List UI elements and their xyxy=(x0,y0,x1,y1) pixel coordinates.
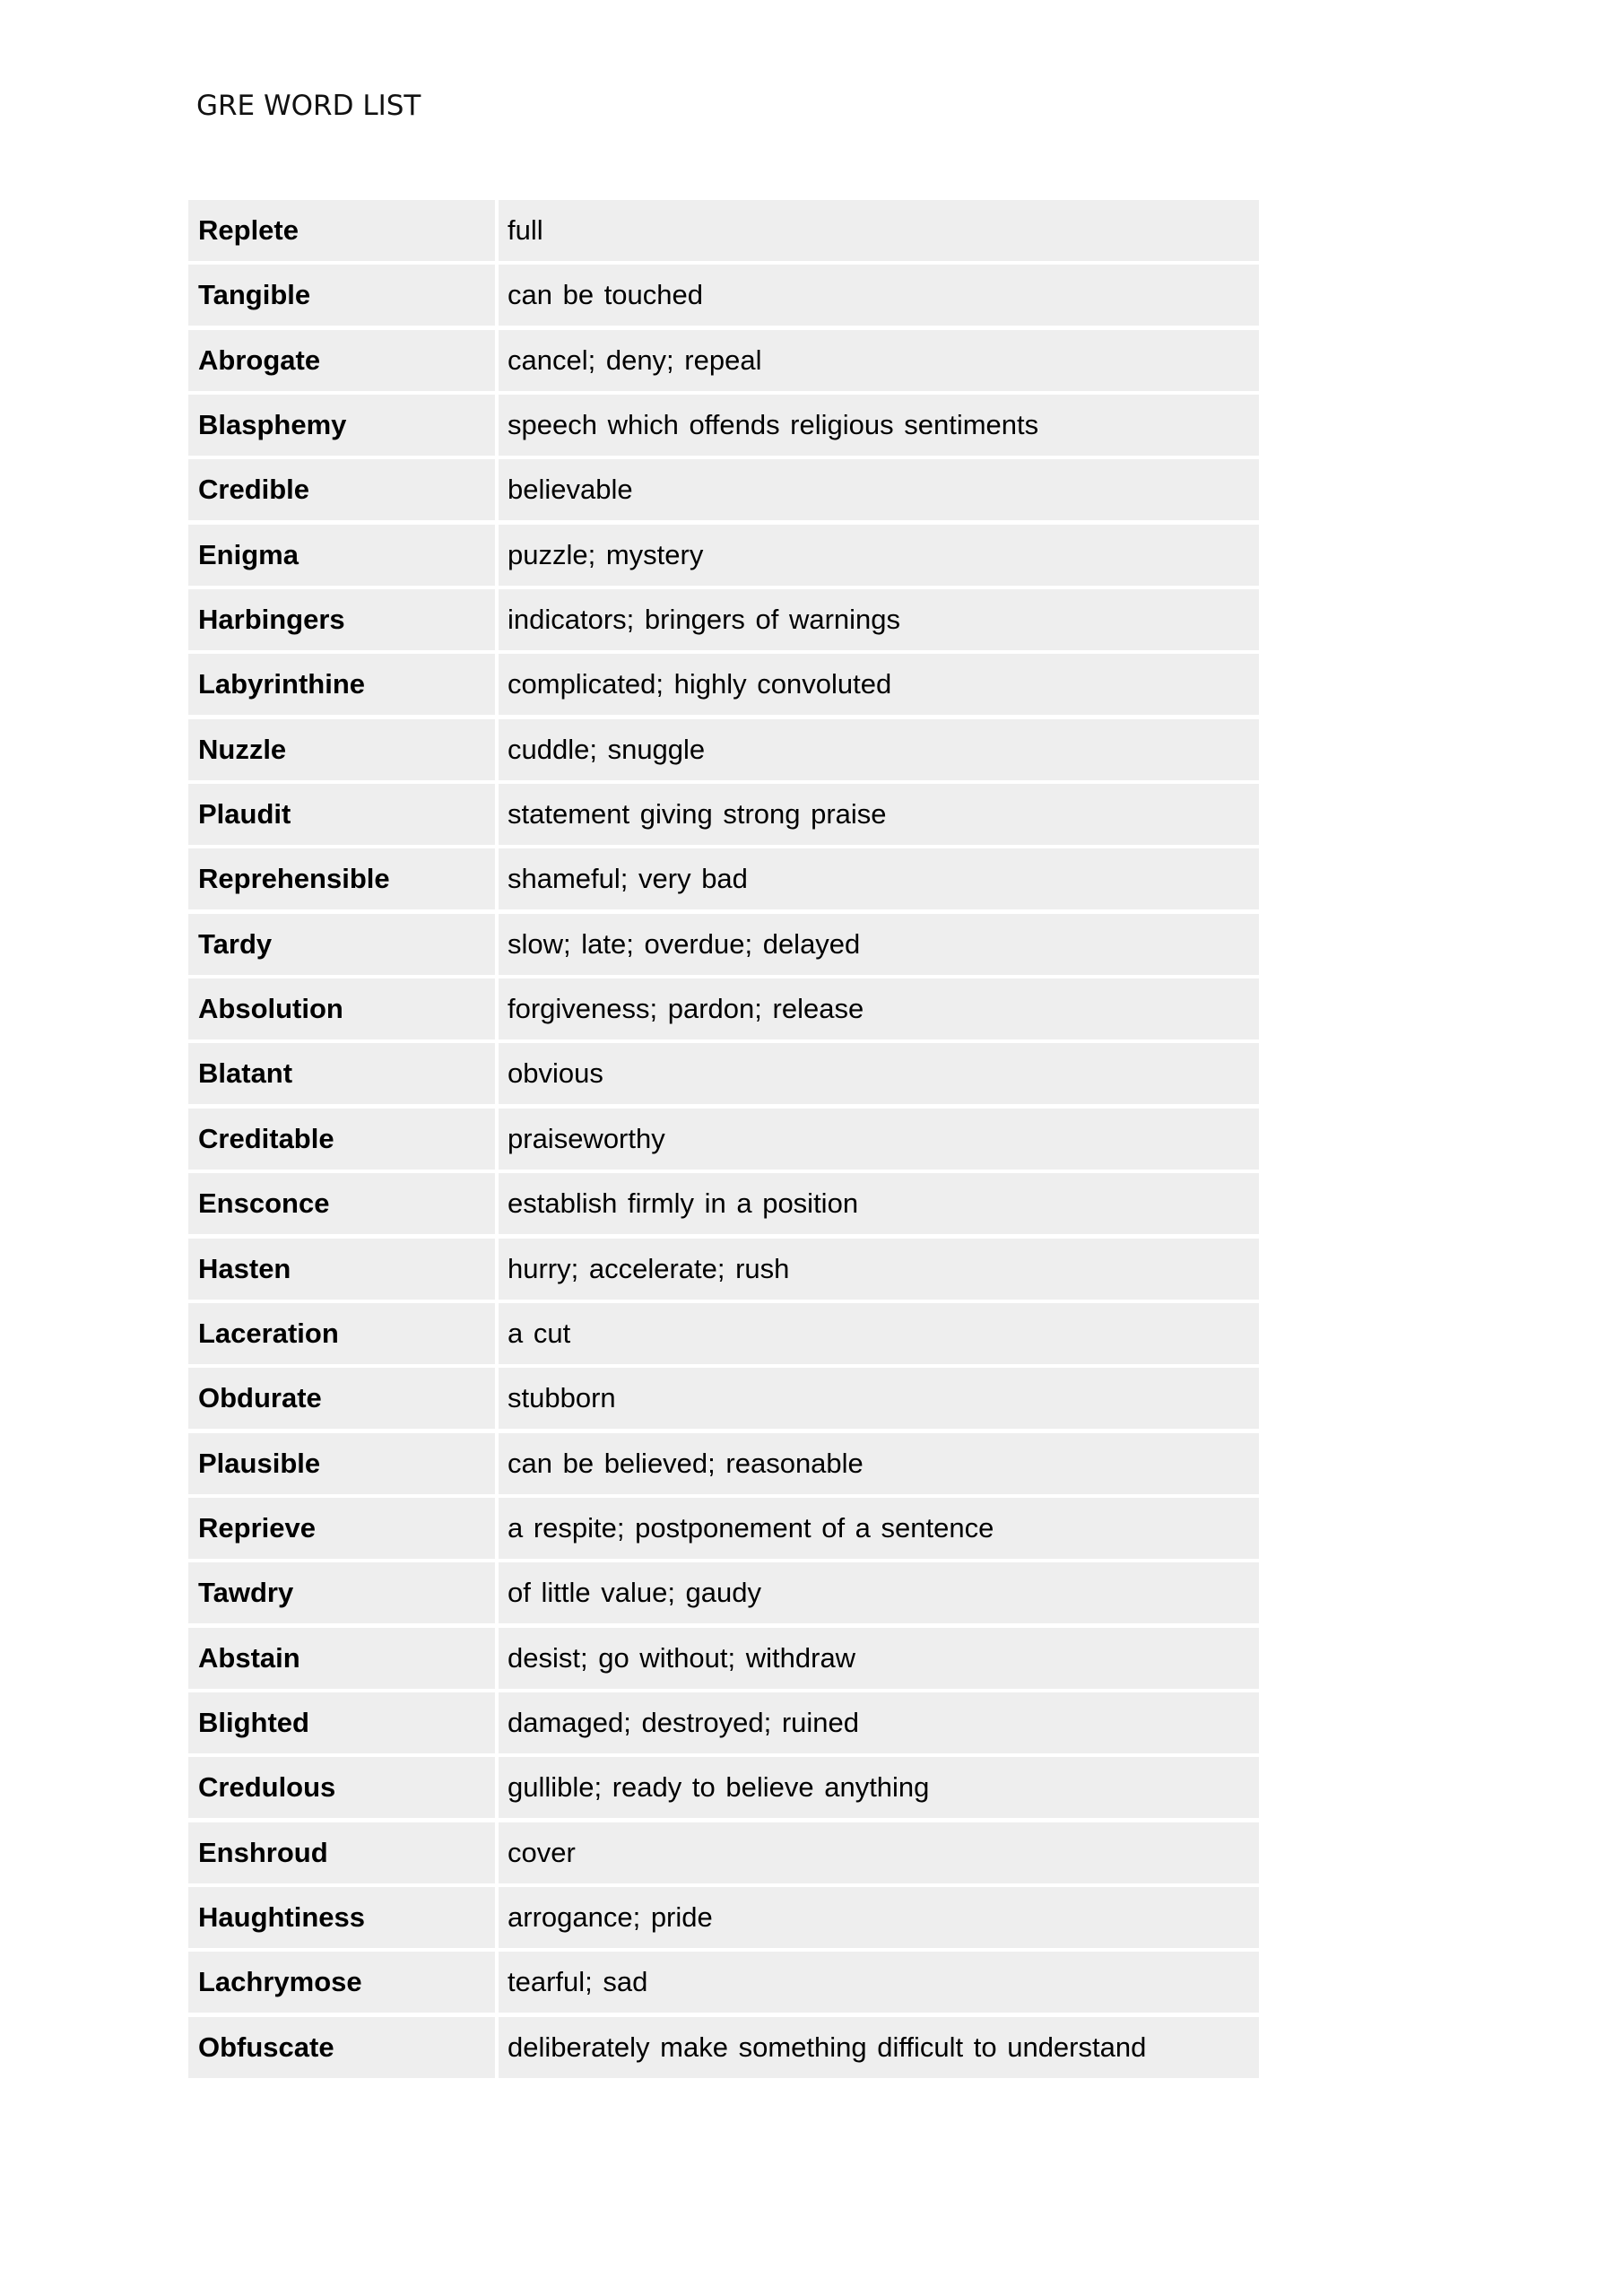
definition-cell: full xyxy=(499,200,1259,261)
table-row xyxy=(188,589,1259,650)
word-cell: Credible xyxy=(188,459,495,520)
word-cell: Reprieve xyxy=(188,1498,495,1559)
word-cell: Labyrinthine xyxy=(188,654,495,715)
word-cell: Enshroud xyxy=(188,1822,495,1883)
word-cell: Tawdry xyxy=(188,1562,495,1623)
word-cell: Credulous xyxy=(188,1757,495,1818)
table-row xyxy=(188,1498,1259,1559)
definition-cell: damaged; destroyed; ruined xyxy=(499,1692,1259,1753)
definition-cell: a respite; postponement of a sentence xyxy=(499,1498,1259,1559)
table-row xyxy=(188,654,1259,715)
definition-cell: can be believed; reasonable xyxy=(499,1433,1259,1494)
table-row xyxy=(188,200,1259,261)
definition-cell: gullible; ready to believe anything xyxy=(499,1757,1259,1818)
definition-cell: complicated; highly convoluted xyxy=(499,654,1259,715)
word-cell: Ensconce xyxy=(188,1173,495,1234)
word-cell: Blasphemy xyxy=(188,395,495,456)
definition-cell: tearful; sad xyxy=(499,1952,1259,2013)
definition-cell: shameful; very bad xyxy=(499,848,1259,909)
table-row xyxy=(188,1887,1259,1948)
word-cell: Enigma xyxy=(188,525,495,586)
word-cell: Tangible xyxy=(188,265,495,326)
table-row xyxy=(188,914,1259,975)
definition-cell: slow; late; overdue; delayed xyxy=(499,914,1259,975)
definition-cell: cuddle; snuggle xyxy=(499,719,1259,780)
word-cell: Replete xyxy=(188,200,495,261)
table-row xyxy=(188,1822,1259,1883)
table-row xyxy=(188,265,1259,326)
word-cell: Blatant xyxy=(188,1043,495,1104)
table-row xyxy=(188,719,1259,780)
table-row xyxy=(188,1952,1259,2013)
table-row xyxy=(188,978,1259,1039)
table-row xyxy=(188,1239,1259,1300)
definition-cell: deliberately make something difficult to understand xyxy=(499,2017,1259,2078)
word-cell: Blighted xyxy=(188,1692,495,1753)
definition-cell: praiseworthy xyxy=(499,1109,1259,1170)
definition-cell: cover xyxy=(499,1822,1259,1883)
table-row xyxy=(188,1109,1259,1170)
word-cell: Harbingers xyxy=(188,589,495,650)
table-row xyxy=(188,784,1259,845)
word-cell: Hasten xyxy=(188,1239,495,1300)
definition-cell: hurry; accelerate; rush xyxy=(499,1239,1259,1300)
definition-cell: establish firmly in a position xyxy=(499,1173,1259,1234)
definition-cell: speech which offends religious sentiments xyxy=(499,395,1259,456)
word-cell: Abstain xyxy=(188,1628,495,1689)
definition-cell: obvious xyxy=(499,1043,1259,1104)
word-cell: Obdurate xyxy=(188,1368,495,1429)
definition-cell: statement giving strong praise xyxy=(499,784,1259,845)
definition-cell: can be touched xyxy=(499,265,1259,326)
word-cell: Abrogate xyxy=(188,330,495,391)
page-title: GRE WORD LIST xyxy=(196,90,421,122)
table-row xyxy=(188,2017,1259,2078)
definition-cell: stubborn xyxy=(499,1368,1259,1429)
word-cell: Absolution xyxy=(188,978,495,1039)
word-cell: Reprehensible xyxy=(188,848,495,909)
word-cell: Haughtiness xyxy=(188,1887,495,1948)
definition-cell: cancel; deny; repeal xyxy=(499,330,1259,391)
word-cell: Lachrymose xyxy=(188,1952,495,2013)
table-row xyxy=(188,1173,1259,1234)
table-row xyxy=(188,1628,1259,1689)
definition-cell: forgiveness; pardon; release xyxy=(499,978,1259,1039)
definition-cell: arrogance; pride xyxy=(499,1887,1259,1948)
word-cell: Creditable xyxy=(188,1109,495,1170)
table-row xyxy=(188,395,1259,456)
word-table xyxy=(188,200,1259,2082)
table-row xyxy=(188,1562,1259,1623)
definition-cell: puzzle; mystery xyxy=(499,525,1259,586)
table-row xyxy=(188,1692,1259,1753)
word-cell: Laceration xyxy=(188,1303,495,1364)
table-row xyxy=(188,1757,1259,1818)
definition-cell: a cut xyxy=(499,1303,1259,1364)
word-cell: Plausible xyxy=(188,1433,495,1494)
table-row xyxy=(188,1433,1259,1494)
table-row xyxy=(188,525,1259,586)
word-cell: Plaudit xyxy=(188,784,495,845)
table-row xyxy=(188,459,1259,520)
table-row xyxy=(188,330,1259,391)
word-cell: Nuzzle xyxy=(188,719,495,780)
word-cell: Obfuscate xyxy=(188,2017,495,2078)
table-row xyxy=(188,1043,1259,1104)
definition-cell: indicators; bringers of warnings xyxy=(499,589,1259,650)
word-cell: Tardy xyxy=(188,914,495,975)
definition-cell: desist; go without; withdraw xyxy=(499,1628,1259,1689)
table-row xyxy=(188,1368,1259,1429)
definition-cell: of little value; gaudy xyxy=(499,1562,1259,1623)
definition-cell: believable xyxy=(499,459,1259,520)
table-row xyxy=(188,848,1259,909)
table-row xyxy=(188,1303,1259,1364)
